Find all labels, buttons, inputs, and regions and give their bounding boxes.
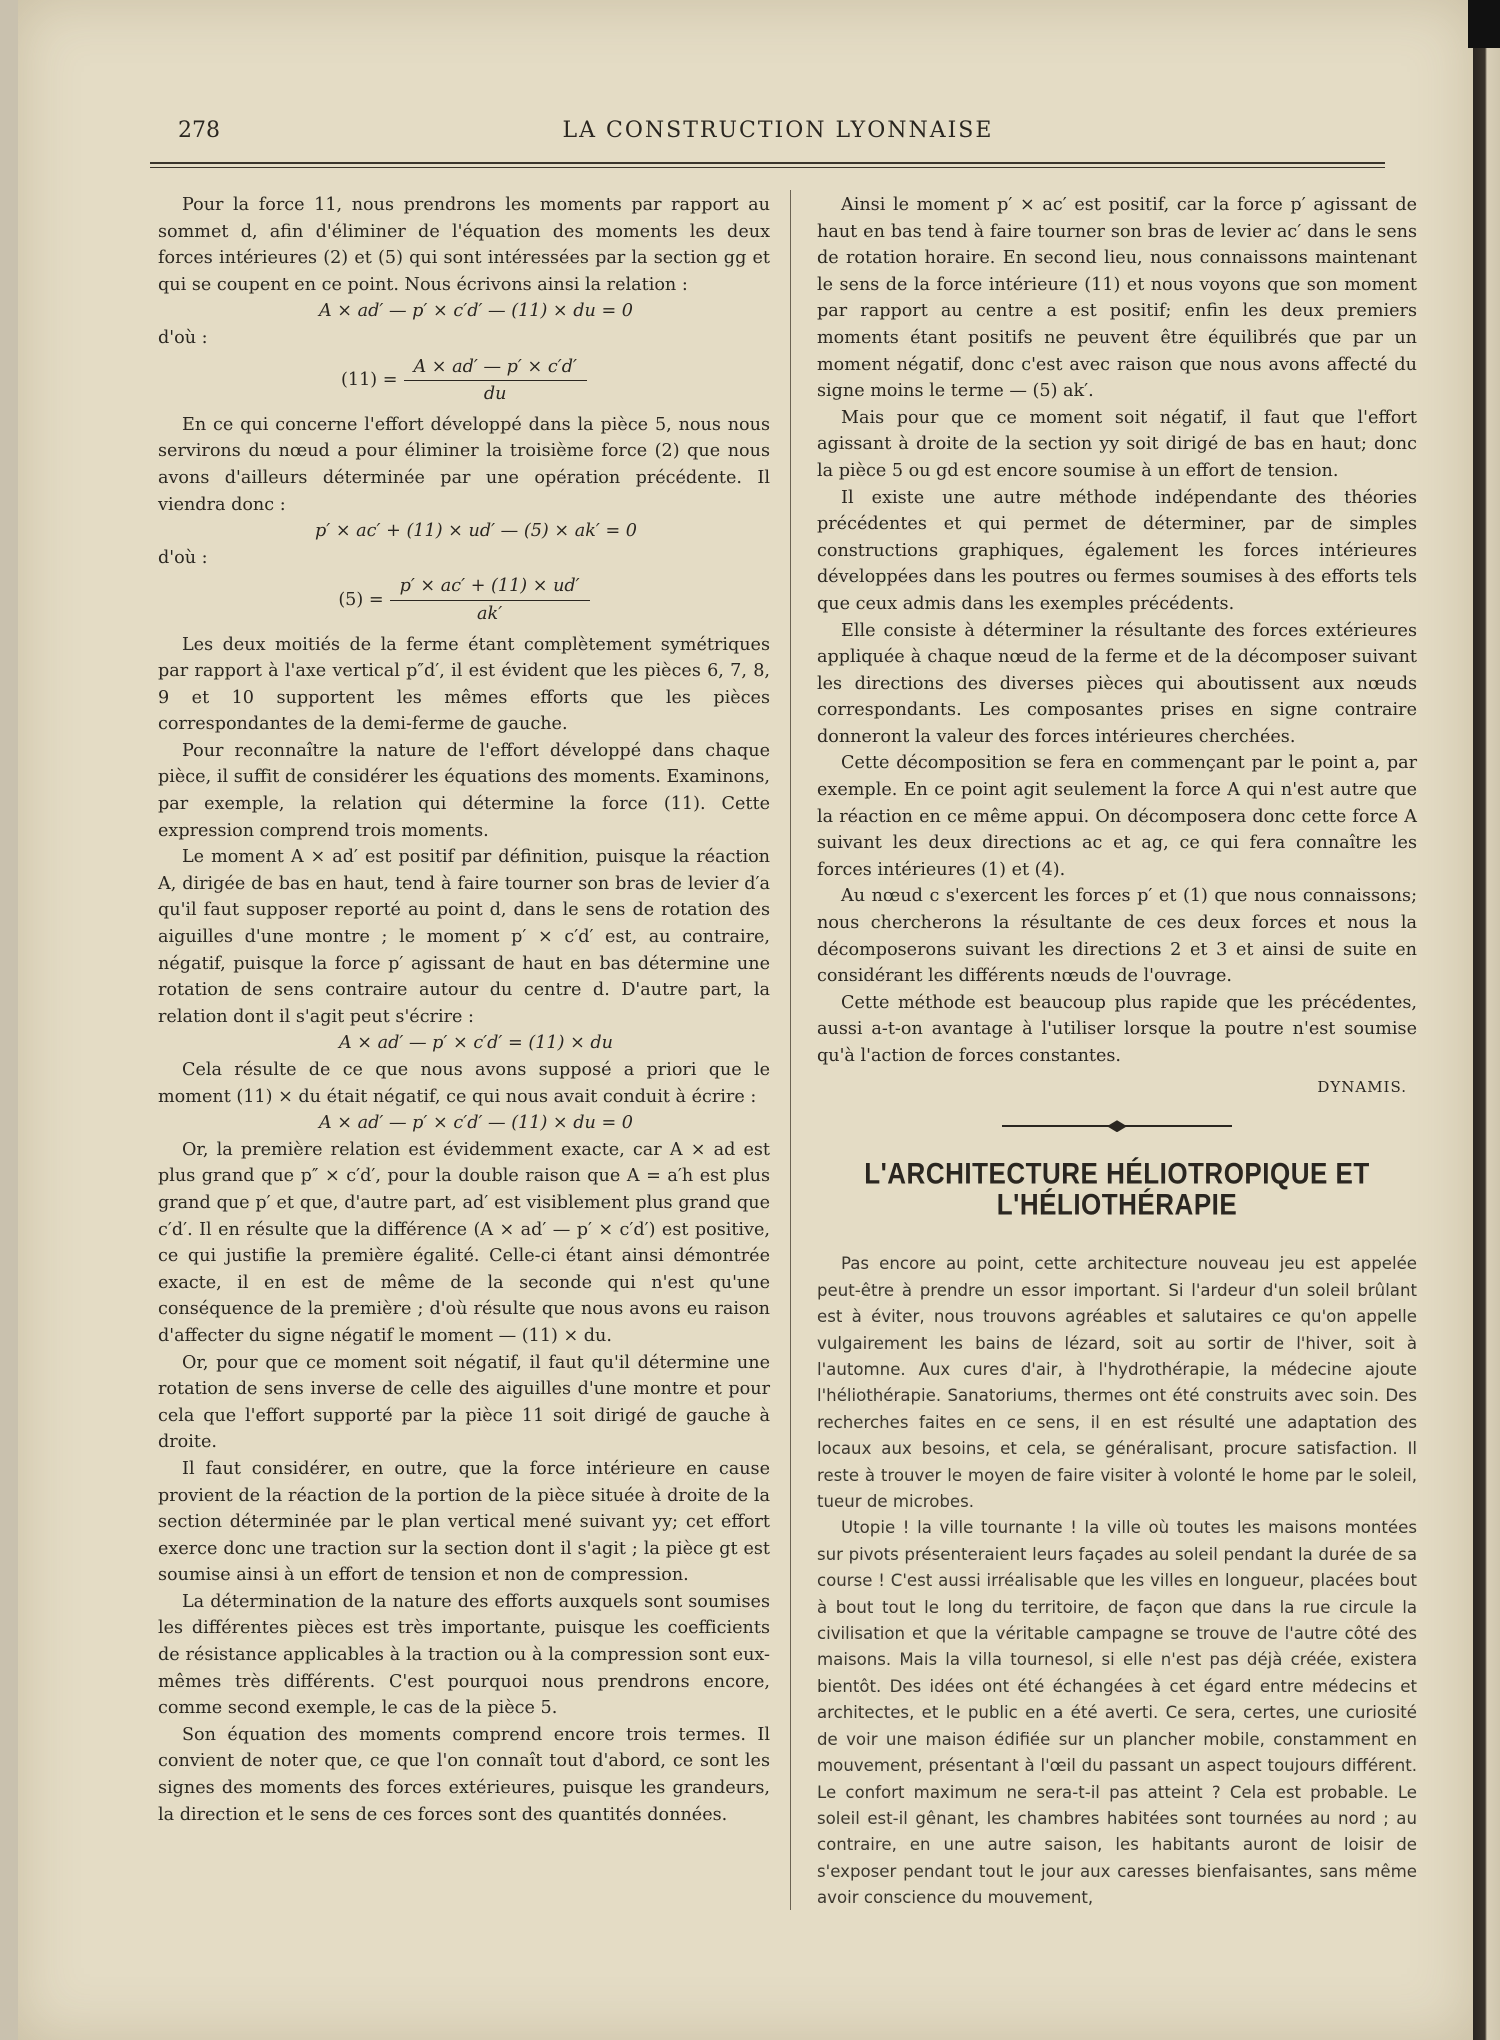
corner-mark — [1468, 0, 1500, 48]
paragraph: Il faut considérer, en outre, que la force intérieure en cause provient de la réaction de la portion de la pièce située à droite de la section déterminée par le plan vertical mené suivant yy; cet effort exerce donc une traction sur la section dont il s'agit ; la pièce gt est soumise ainsi à un effort de tension et non de compression. — [158, 1458, 770, 1586]
fraction-equation — [158, 573, 770, 627]
right-column — [817, 192, 1417, 1912]
equation-lhs: (5) = — [338, 590, 384, 611]
paragraph: Il existe une autre méthode indépendante des théories précédentes et qui permet de déterminer, par de simples constructions graphiques, également les forces intérieures développées dans les poutres ou fermes soumises à des efforts tels que ceux admis dans les exemples précédents. — [817, 487, 1417, 614]
ornamental-divider — [1002, 1120, 1232, 1132]
paragraph: Cela résulte de ce que nous avons supposé a priori que le moment (11) ⨯ du était négatif, ce qui nous avait conduit à écrire : — [158, 1060, 770, 1107]
fraction — [390, 573, 590, 627]
numerator: A ⨯ ad′ — p′ ⨯ c′d′ — [404, 354, 587, 382]
paragraph: Cette méthode est beaucoup plus rapide que les précédentes, aussi a-t-on avantage à l'utiliser lorsque la poutre n'est soumise qu'à l'action de forces constantes. — [817, 992, 1417, 1066]
paragraph: Au nœud c s'exercent les forces p′ et (1) que nous connaissons; nous chercherons la résultante de ces deux forces et nous la décomposerons suivant les directions 2 et 3 et ainsi de suite en considérant les différents nœuds de l'ouvrage. — [817, 886, 1417, 987]
equation: A ⨯ ad′ — p′ ⨯ c′d′ — (11) ⨯ du = 0 — [319, 1113, 633, 1134]
author-signature: DYNAMIS. — [1317, 1077, 1407, 1096]
page-header — [158, 118, 1398, 150]
paragraph: Pour la force 11, nous prendrons les moments par rapport au sommet d, afin d'éliminer de l'équation des moments les deux forces intérieures (2) et (5) qui sont intéressées par la section gg et qui se coupent en ce point. Nous écrivons ainsi la relation : — [158, 195, 770, 295]
paragraph: Utopie ! la ville tournante ! la ville où toutes les maisons montées sur pivots présenteraient leurs façades au soleil pendant la durée de sa course ! C'est aussi irréalisable que les villes en longueur, placées bout à bout tout le long du territoire, de façon que dans la rue circule la civilisation et que la véritable campagne se trouve de l'autre côté des maisons. Mais la villa tournesol, si elle n'est pas déjà créée, existera bientôt. Des idées ont été échangées à cet égard entre médecins et architectes, et le public en a été averti. Ce sera, certes, une curiosité de voir une maison édifiée sur un plancher mobile, constamment en mouvement, présentant à l'œil du passant un aspect toujours différent. Le confort maximum ne sera-t-il pas atteint ? Cela est probable. Le soleil est-il gênant, les chambres habitées sont tournées au nord ; au contraire, en une autre saison, les habitants auront de loisir de s'exposer pendant tout le jour aux caresses bienfaisantes, sans même avoir conscience du mouvement, — [817, 1518, 1417, 1908]
paragraph: Ainsi le moment p′ ⨯ ac′ est positif, car la force p′ agissant de haut en bas tend à faire tourner son bras de levier ac′ dans le sens de rotation horaire. En second lieu, nous connaissons maintenant le sens de la force intérieure (11) et nous voyons que son moment par rapport au centre a est positif; enfin les deux premiers moments étant positifs ne peuvent être équilibrés que par un moment négatif, donc c'est avec raison que nous avons affecté du signe moins le terme — (5) ak′. — [817, 195, 1417, 402]
equation: A ⨯ ad′ — p′ ⨯ c′d′ — (11) ⨯ du = 0 — [319, 301, 633, 322]
page-number: 278 — [178, 118, 220, 143]
paragraph: Le moment A ⨯ ad′ est positif par définition, puisque la réaction A, dirigée de bas en haut, tend à faire tourner son bras de levier d′a qu'il faut supposer reporté au point d, dans le sens de rotation des aiguilles d'une montre ; le moment p′ ⨯ c′d′ est, au contraire, négatif, puisque la force p′ agissant de haut en bas détermine une rotation de sens contraire autour du centre d. D'autre part, la relation dont il s'agit peut s'écrire : — [158, 847, 770, 1027]
equation: A ⨯ ad′ — p′ ⨯ c′d′ = (11) ⨯ du — [338, 1033, 613, 1054]
fraction — [404, 354, 587, 408]
equation: p′ ⨯ ac′ + (11) ⨯ ud′ — (5) ⨯ ak′ = 0 — [315, 521, 637, 542]
denominator: ak′ — [477, 603, 503, 624]
paragraph: La détermination de la nature des efforts auxquels sont soumises les différentes pièces est très importante, puisque les coefficients de résistance applicables à la traction ou à la compression sont eux-mêmes très différents. C'est pourquoi nous prendrons encore, comme second exemple, le cas de la pièce 5. — [158, 1591, 770, 1719]
paragraph: Les deux moitiés de la ferme étant complètement symétriques par rapport à l'axe vertical p″d′, il est évident que les pièces 6, 7, 8, 9 et 10 supportent les mêmes efforts que les pièces correspondantes de la demi-ferme de gauche. — [158, 634, 770, 735]
running-title: LA CONSTRUCTION LYONNAISE — [562, 118, 994, 143]
paragraph: Mais pour que ce moment soit négatif, il faut que l'effort agissant à droite de la section yy soit dirigé de bas en haut; donc la pièce 5 ou gd est encore soumise à un effort de tension. — [817, 407, 1417, 481]
left-column — [158, 192, 770, 1828]
fraction-equation — [158, 354, 770, 408]
paragraph: Pas encore au point, cette architecture nouveau jeu est appelée peut-être à prendre un essor important. Si l'ardeur d'un soleil brûlant est à éviter, nous trouvons agréables et salutaires ce qu'on appelle vulgairement les bains de lézard, soit au sortir de l'hiver, soit à l'automne. Aux cures d'air, à l'hydrothérapie, la médecine ajoute l'héliothérapie. Sanatoriums, thermes ont été construits avec soin. Des recherches faites en ce sens, il en est résulté une adaptation des locaux aux besoins, et cela, se généralisant, procure satisfaction. Il reste à trouver le moyen de faire visiter à volonté le home par le soleil, tueur de microbes. — [817, 1254, 1417, 1512]
paragraph: En ce qui concerne l'effort développé dans la pièce 5, nous nous servirons du nœud a pour éliminer la troisième force (2) que nous avons d'ailleurs déterminée par une opération précédente. Il viendra donc : — [158, 414, 770, 515]
paragraph: Pour reconnaître la nature de l'effort développé dans chaque pièce, il suffit de considérer les équations des moments. Examinons, par exemple, la relation qui détermine la force (11). Cette expression comprend trois moments. — [158, 740, 770, 841]
paragraph: Or, la première relation est évidemment exacte, car A ⨯ ad est plus grand que p″ ⨯ c′d′, pour la double raison que A = a′h est plus grand que p′ et que, d'autre part, ad′ est visiblement plus grand que c′d′. Il en résulte que la différence (A ⨯ ad′ — p′ ⨯ c′d′) est positive, ce qui justifie la première égalité. Celle-ci étant ainsi démontrée exacte, il en est de même de la seconde qui n'est qu'une conséquence de la première ; d'où résulte que nous avons eu raison d'affecter du signe négatif le moment — (11) ⨯ du. — [158, 1139, 770, 1346]
column-divider — [790, 190, 791, 1910]
paragraph: Or, pour que ce moment soit négatif, il faut qu'il détermine une rotation de sens inverse de celle des aiguilles d'une montre et pour cela que l'effort supporté par la pièce 11 soit dirigé de gauche à droite. — [158, 1352, 770, 1453]
paragraph: Son équation des moments comprend encore trois termes. Il convient de noter que, ce que l'on connaît tout d'abord, ce sont les signes des moments des forces extérieures, puisque les grandeurs, la direction et le sens de ces forces sont des quantités données. — [158, 1724, 770, 1825]
article-body — [817, 1251, 1417, 1911]
header-rule-bottom — [150, 167, 1385, 168]
denominator: du — [483, 384, 507, 405]
book-spine-edge — [1473, 0, 1500, 2040]
paragraph: Elle consiste à déterminer la résultante des forces extérieures appliquée à chaque nœud de la ferme et de la décomposer suivant les directions des diverses pièces qui aboutissent aux nœuds correspondants. Les composantes prises en signe contraire donneront la valeur des forces intérieures cherchées. — [817, 620, 1417, 747]
header-rule-top — [150, 162, 1385, 164]
dou-label: d'où : — [158, 327, 208, 348]
numerator: p′ ⨯ ac′ + (11) ⨯ ud′ — [390, 573, 590, 601]
paragraph: Cette décomposition se fera en commençant par le point a, par exemple. En ce point agit seulement la force A qui n'est autre que la réaction en ce même appui. On décomposera donc cette force A suivant les deux directions ac et ag, ce qui fera connaître les forces intérieures (1) et (4). — [817, 753, 1417, 880]
dou-label: d'où : — [158, 547, 208, 568]
article-title: L'ARCHITECTURE HÉLIOTROPIQUE ET L'HÉLIOTHÉRAPIE — [864, 1155, 1370, 1221]
equation-lhs: (11) = — [341, 370, 398, 391]
